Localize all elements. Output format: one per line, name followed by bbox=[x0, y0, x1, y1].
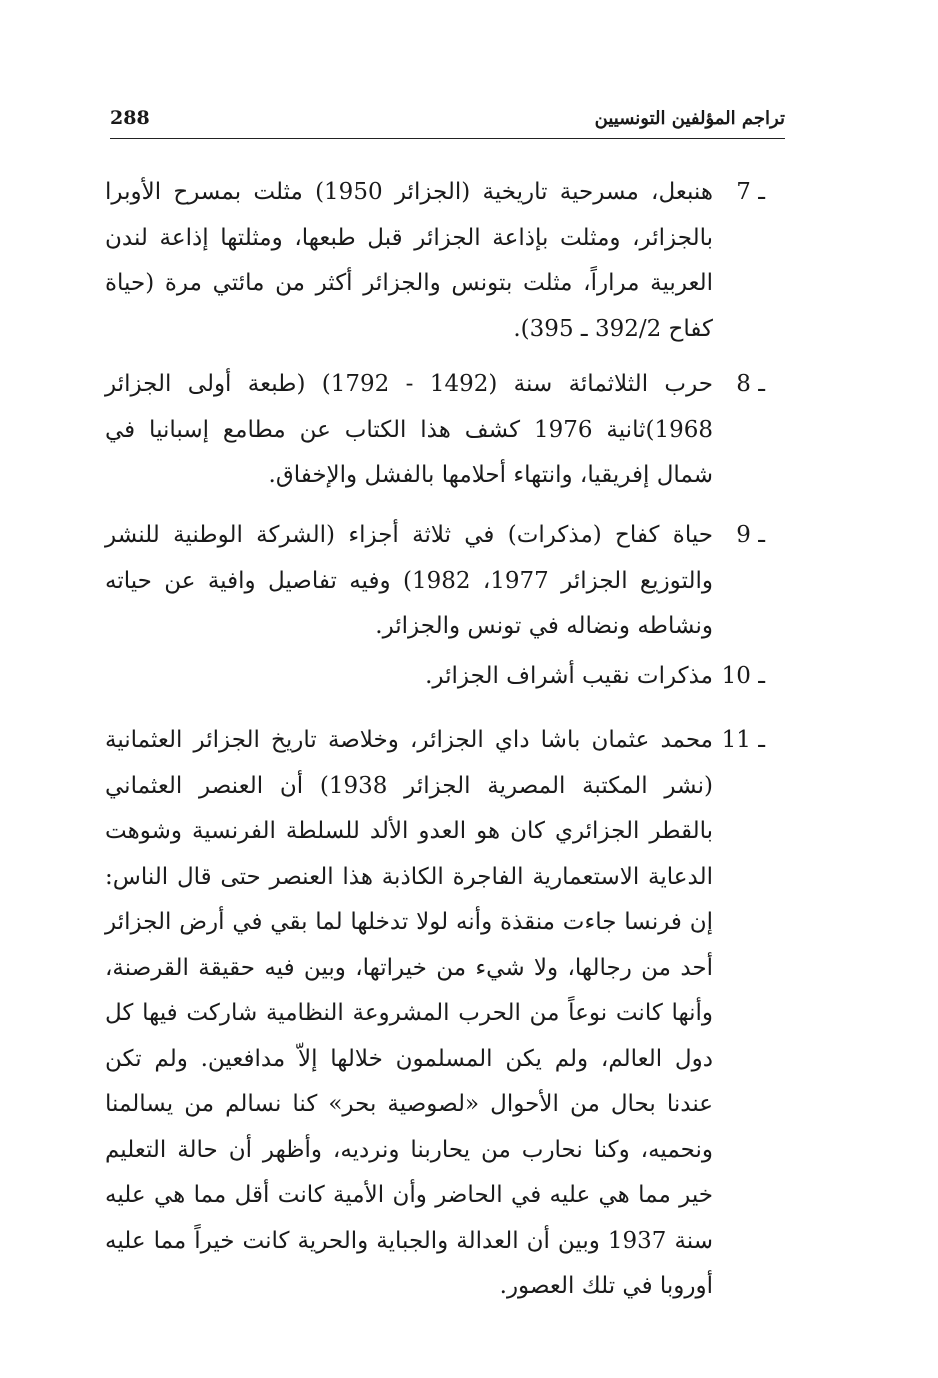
list-item bbox=[105, 718, 765, 1310]
item-text: محمد عثمان باشا داي الجزائر، وخلاصة تاريخ الجزائر العثمانية (نشر المكتبة المصرية الجزائر 1938) أن العنصر العثماني بالقطر الجزائري كان هو العدو الألد للسلطة الفرنسية وشوهت الدعاية الاستعمارية الفاجرة الكاذبة هذا العنصر حتى قال الناس: إن فرنسا جاءت منقذة وأنه لولا تدخلها لما بقي في أرض الجزائر أحد من رجالها، ولا شيء من خيراتها، وبين فيه حقيقة القرصنة، وأنها كانت نوعاً من الحرب المشروعة النظامية شاركت فيها كل دول العالم، ولم يكن المسلمون خلالها إلاّ مدافعين. ولم تكن عندنا بحال من الأحوال «لصوصية بحر» كنا نسالم من يسالمنا ونحميه، وكنا نحارب من يحاربنا ونرديه، وأظهر أن حالة التعليم خير مما هي عليه في الحاضر وأن الأمية كانت أقل مما هي عليه سنة 1937 وبين أن العدالة والجباية والحرية كانت خيراً مما عليه أوروبا في تلك العصور. bbox=[105, 727, 713, 1299]
item-text: حياة كفاح (مذكرات) في ثلاثة أجزاء (الشركة الوطنية للنشر والتوزيع الجزائر 1977، 1982) وفيه تفاصيل وافية عن حياته ونشاطه ونضاله في تونس والجزائر. bbox=[105, 522, 714, 639]
item-text: هنبعل، مسرحية تاريخية (الجزائر 1950) مثلت بمسرح الأوبرا بالجزائر، ومثلت بإذاعة الجزائر قبل طبعها، ومثلتها إذاعة لندن العربية مراراً، مثلت بتونس والجزائر أكثر من مائتي مرة (حياة كفاح 392/2 ـ 395). bbox=[105, 179, 713, 342]
header-rule bbox=[110, 138, 785, 139]
list-item bbox=[105, 362, 765, 499]
item-number: 10 ـ bbox=[721, 663, 765, 689]
page-header bbox=[110, 100, 785, 136]
list-item bbox=[105, 170, 765, 352]
item-text: مذكرات نقيب أشراف الجزائر. bbox=[425, 663, 713, 689]
item-number: 8 ـ bbox=[736, 371, 765, 397]
item-number: 7 ـ bbox=[736, 179, 765, 205]
list-item bbox=[105, 513, 765, 650]
page-number: 288 bbox=[110, 107, 150, 129]
item-number: 9 ـ bbox=[736, 522, 765, 548]
list-item bbox=[105, 654, 765, 700]
running-title: تراجم المؤلفين التونسيين bbox=[594, 107, 785, 129]
item-text: حرب الثلاثمائة سنة (1492 - 1792) (طبعة أولى الجزائر 1968)ثانية 1976 كشف هذا الكتاب عن مطامع إسبانيا في شمال إفريقيا، وانتهاء أحلامها بالفشل والإخفاق. bbox=[105, 371, 713, 488]
item-number: 11 ـ bbox=[721, 727, 765, 753]
